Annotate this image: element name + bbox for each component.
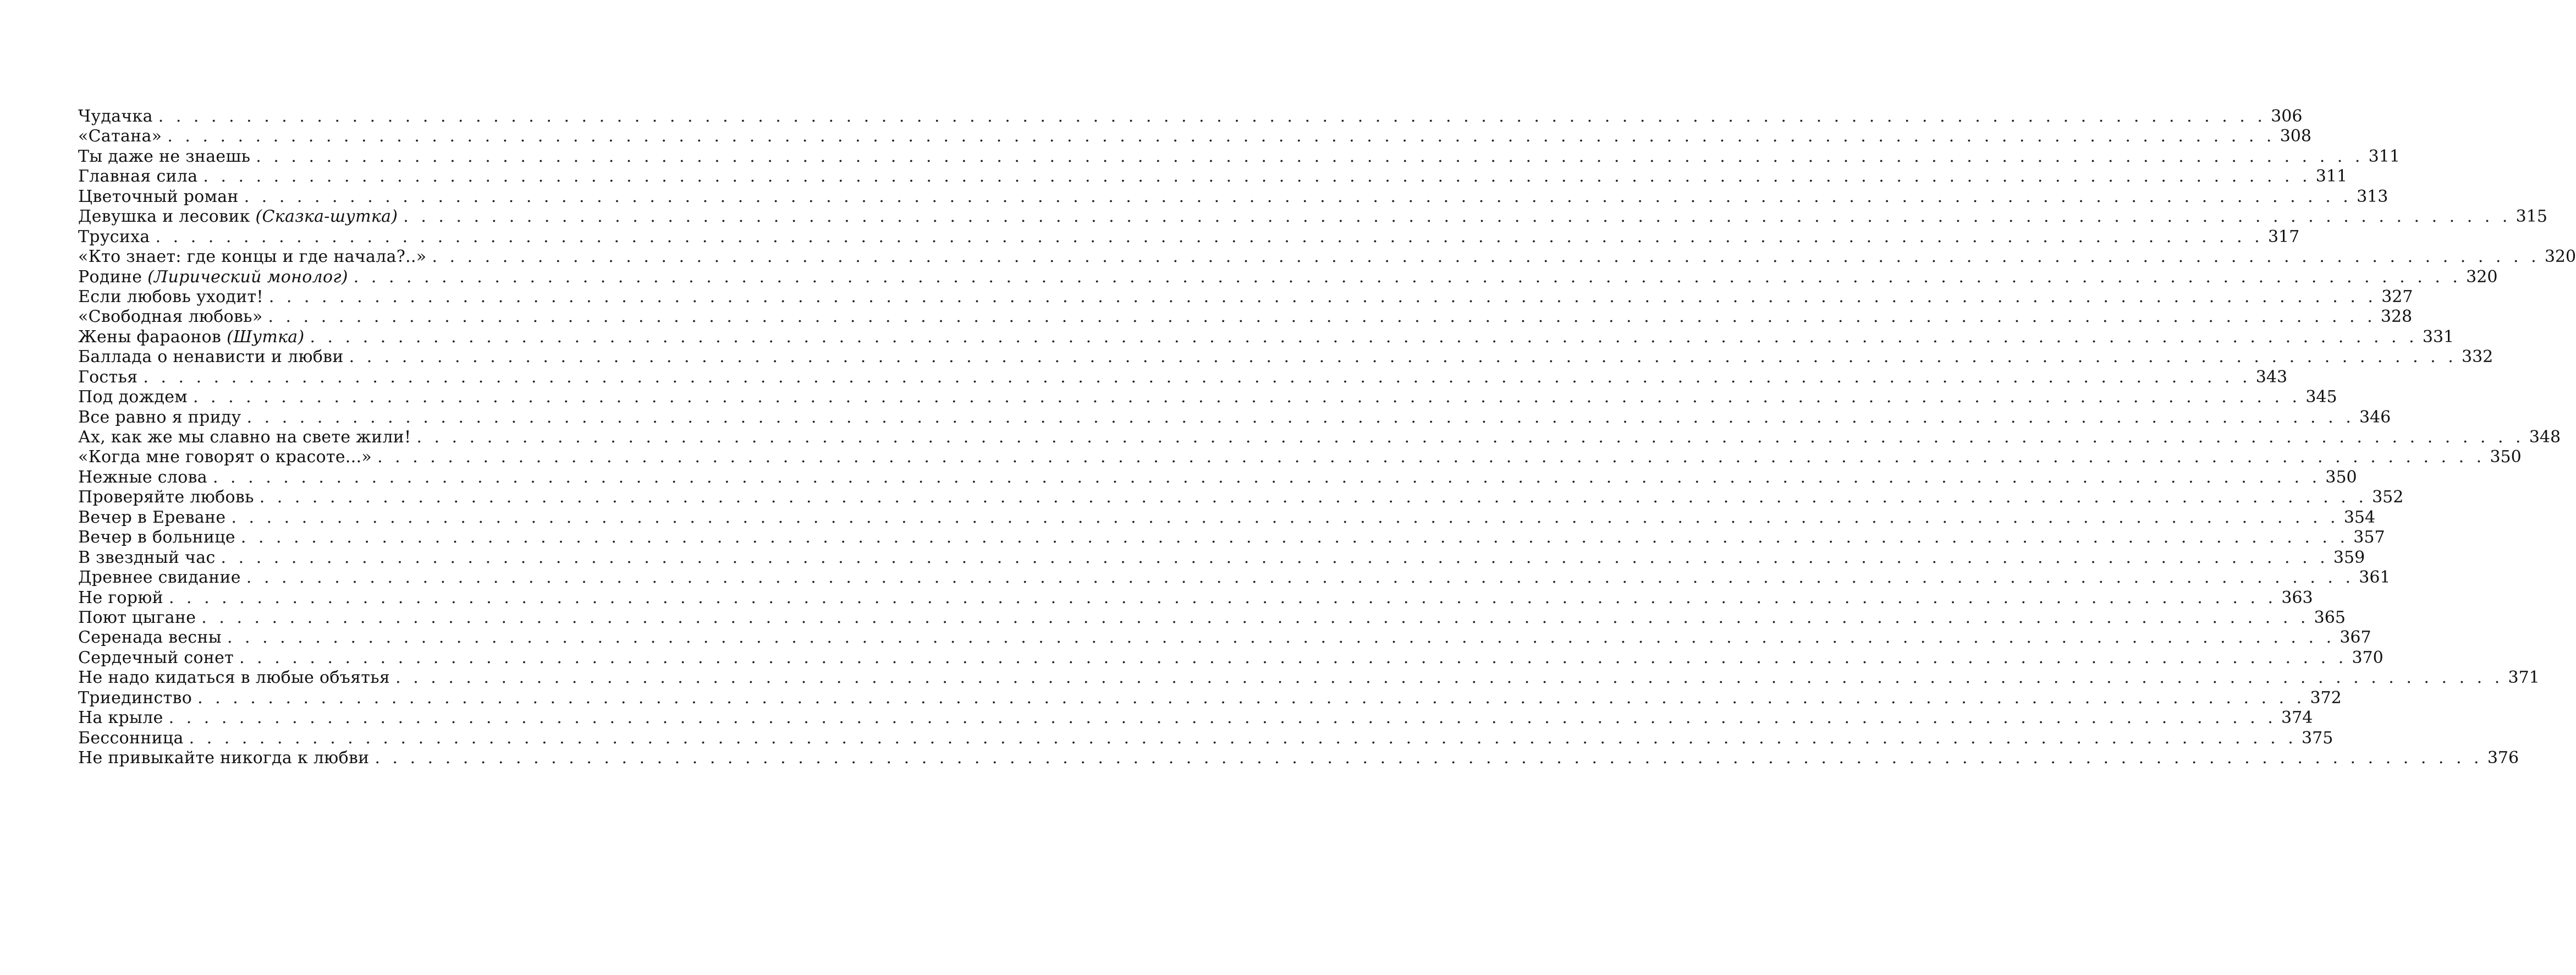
dot-leader: . . . . . . . . . . . . . . . . . . . . . . . . . . . . . . . . . . . . . . . . . . . . . . . . . . . . . . . . . . . . . . . . . . . . . . . . . . . . . . . . . . . . . . . . . . . . . . . . . . . . . . . . . . . . . . . . . . . . . . . .: [155, 227, 2264, 247]
toc-entry-title-text: Девушка и лесовик: [78, 207, 250, 227]
toc-entry-title-text: Вечер в больнице: [78, 528, 235, 547]
dot-leader: . . . . . . . . . . . . . . . . . . . . . . . . . . . . . . . . . . . . . . . . . . . . . . . . . . . . . . . . . . . . . . . . . . . . . . . . . . . . . . . . . . . . . . . . . . . . . . . . . . . . . . . . . . . . . . . . . . . . . . . .: [375, 748, 2483, 768]
toc-entry-title: [78, 748, 375, 768]
toc-entry-title-text: Главная сила: [78, 167, 198, 187]
toc-entry-title: [78, 447, 377, 467]
toc-entry-title-text: В звездный час: [78, 547, 216, 567]
toc-entry-title-text: «Сатана»: [78, 127, 162, 146]
toc-entry-title-text: Серенада весны: [78, 628, 222, 648]
toc-entry-title: [78, 368, 143, 387]
toc-entry-page-number: 372: [2310, 688, 2342, 708]
toc-entry-page-number: 354: [2343, 507, 2376, 527]
dot-leader: . . . . . . . . . . . . . . . . . . . . . . . . . . . . . . . . . . . . . . . . . . . . . . . . . . . . . . . . . . . . . . . . . . . . . . . . . . . . . . . . . . . . . . . . . . . . . . . . . . . . . . . . . . . . . . . . . . . . . . . .: [240, 528, 2349, 547]
toc-entry-title-text: Бессонница: [78, 728, 184, 748]
toc-entry-title-text: Гостья: [78, 367, 138, 387]
toc-entry: [78, 708, 2313, 728]
toc-entry: [78, 668, 2540, 688]
toc-entry-title-text: «Когда мне говорят о красоте...»: [78, 447, 372, 467]
toc-entry-title: [78, 327, 310, 347]
toc-entry-page-number: 311: [2315, 167, 2348, 187]
toc-entry-title-text: Если любовь уходит!: [78, 287, 263, 306]
toc-entry-title: [78, 127, 167, 146]
toc-entry-title-text: Ах, как же мы славно на свете жили!: [78, 428, 411, 447]
toc-entry-title: [78, 588, 169, 608]
toc-entry-page-number: 367: [2340, 628, 2371, 648]
toc-entry-title: [78, 468, 213, 488]
toc-entry: [78, 407, 2391, 428]
toc-entry-page-number: 350: [2490, 447, 2522, 467]
toc-entry: [78, 748, 2519, 768]
dot-leader: . . . . . . . . . . . . . . . . . . . . . . . . . . . . . . . . . . . . . . . . . . . . . . . . . . . . . . . . . . . . . . . . . . . . . . . . . . . . . . . . . . . . . . . . . . . . . . . . . . . . . . . . . . . . . . . . . . . . . . . .: [227, 628, 2335, 648]
dot-leader: . . . . . . . . . . . . . . . . . . . . . . . . . . . . . . . . . . . . . . . . . . . . . . . . . . . . . . . . . . . . . . . . . . . . . . . . . . . . . . . . . . . . . . . . . . . . . . . . . . . . . . . . . . . . . . . . . . . . . . . .: [212, 467, 2321, 487]
toc-entry-title-text: Нежные слова: [78, 467, 207, 487]
toc-entry-title: [78, 267, 354, 287]
toc-entry: [78, 267, 2498, 287]
toc-entry-page-number: 311: [2368, 146, 2400, 166]
toc-entry-title: [78, 207, 403, 227]
toc-entry-page-number: 320: [2544, 247, 2576, 267]
toc-entry: [78, 467, 2357, 488]
toc-entry: [78, 347, 2494, 367]
toc-entry-page-number: 350: [2325, 467, 2357, 487]
toc-entry-subtitle: (Сказка-шутка): [255, 207, 398, 227]
dot-leader: . . . . . . . . . . . . . . . . . . . . . . . . . . . . . . . . . . . . . . . . . . . . . . . . . . . . . . . . . . . . . . . . . . . . . . . . . . . . . . . . . . . . . . . . . . . . . . . . . . . . . . . . . . . . . . . . . . . . . . . .: [231, 507, 2340, 527]
toc-entry-page-number: 371: [2508, 668, 2540, 688]
toc-entry-title: [78, 708, 169, 728]
dot-leader: . . . . . . . . . . . . . . . . . . . . . . . . . . . . . . . . . . . . . . . . . . . . . . . . . . . . . . . . . . . . . . . . . . . . . . . . . . . . . . . . . . . . . . . . . . . . . . . . . . . . . . . . . . . . . . . . . . . . . . . .: [256, 146, 2364, 166]
toc-entry-subtitle: (Лирический монолог): [147, 267, 348, 287]
dot-leader: . . . . . . . . . . . . . . . . . . . . . . . . . . . . . . . . . . . . . . . . . . . . . . . . . . . . . . . . . . . . . . . . . . . . . . . . . . . . . . . . . . . . . . . . . . . . . . . . . . . . . . . . . . . . . . . . . . . . . . . .: [246, 568, 2354, 588]
toc-entry: [78, 607, 2346, 628]
toc-entry: [78, 247, 2576, 267]
toc-entry-title-text: Под дождем: [78, 387, 188, 407]
toc-entry-page-number: 332: [2462, 347, 2494, 367]
toc-entry: [78, 728, 2333, 748]
toc-entry-title-text: Триединство: [78, 688, 192, 708]
toc-entry-title: [78, 688, 197, 708]
toc-entry-title: [78, 528, 241, 547]
toc-entry: [78, 488, 2404, 507]
toc-entry-title-text: Не привыкайте никогда к любви: [78, 748, 370, 768]
dot-leader: . . . . . . . . . . . . . . . . . . . . . . . . . . . . . . . . . . . . . . . . . . . . . . . . . . . . . . . . . . . . . . . . . . . . . . . . . . . . . . . . . . . . . . . . . . . . . . . . . . . . . . . . . . . . . . . . . . . . . . . .: [395, 668, 2503, 688]
toc-entry-title: [78, 408, 247, 428]
toc-entry-page-number: 327: [2381, 287, 2413, 306]
toc-entry: [78, 287, 2413, 307]
dot-leader: . . . . . . . . . . . . . . . . . . . . . . . . . . . . . . . . . . . . . . . . . . . . . . . . . . . . . . . . . . . . . . . . . . . . . . . . . . . . . . . . . . . . . . . . . . . . . . . . . . . . . . . . . . . . . . . . . . . . . . . .: [310, 327, 2418, 347]
toc-entry-title-text: Поют цыгане: [78, 607, 196, 627]
toc-entry: [78, 688, 2342, 708]
toc-entry-title: [78, 568, 246, 588]
toc-entry-title: [78, 648, 239, 668]
toc-entry-subtitle: (Шутка): [227, 327, 305, 347]
toc-entry: [78, 367, 2288, 387]
dot-leader: . . . . . . . . . . . . . . . . . . . . . . . . . . . . . . . . . . . . . . . . . . . . . . . . . . . . . . . . . . . . . . . . . . . . . . . . . . . . . . . . . . . . . . . . . . . . . . . . . . . . . . . . . . . . . . . . . . . . . . . .: [201, 607, 2309, 627]
toc-entry-title-text: Чудачка: [78, 107, 153, 126]
toc-entry-page-number: 376: [2487, 748, 2519, 768]
toc-entry-page-number: 348: [2529, 428, 2561, 447]
toc-entry-title-text: «Свободная любовь»: [78, 307, 263, 327]
toc-entry: [78, 428, 2561, 447]
toc-entry: [78, 227, 2300, 247]
toc-entry: [78, 187, 2388, 207]
toc-entry: [78, 588, 2313, 608]
toc-entry-title: [78, 387, 193, 407]
toc-entry-title: [78, 307, 268, 327]
toc-entry-title: [78, 668, 395, 688]
toc-entry-title-text: Не надо кидаться в любые объятья: [78, 668, 390, 688]
dot-leader: . . . . . . . . . . . . . . . . . . . . . . . . . . . . . . . . . . . . . . . . . . . . . . . . . . . . . . . . . . . . . . . . . . . . . . . . . . . . . . . . . . . . . . . . . . . . . . . . . . . . . . . . . . . . . . . . . . . . . . . .: [192, 387, 2301, 407]
dot-leader: . . . . . . . . . . . . . . . . . . . . . . . . . . . . . . . . . . . . . . . . . . . . . . . . . . . . . . . . . . . . . . . . . . . . . . . . . . . . . . . . . . . . . . . . . . . . . . . . . . . . . . . . . . . . . . . . . . . . . . . .: [268, 287, 2377, 306]
toc-entry-page-number: 343: [2255, 367, 2288, 387]
toc-entry-title: [78, 628, 227, 648]
toc-entry-page-number: 346: [2359, 407, 2391, 427]
dot-leader: . . . . . . . . . . . . . . . . . . . . . . . . . . . . . . . . . . . . . . . . . . . . . . . . . . . . . . . . . . . . . . . . . . . . . . . . . . . . . . . . . . . . . . . . . . . . . . . . . . . . . . . . . . . . . . . . . . . . . . . .: [203, 167, 2311, 187]
toc-entry-title: [78, 247, 432, 267]
toc-entry-page-number: 308: [2280, 127, 2311, 146]
toc-entry-title-text: «Кто знает: где концы и где начала?..»: [78, 247, 427, 267]
toc-entry-page-number: 375: [2302, 728, 2333, 748]
toc-entry-page-number: 313: [2357, 187, 2388, 206]
dot-leader: . . . . . . . . . . . . . . . . . . . . . . . . . . . . . . . . . . . . . . . . . . . . . . . . . . . . . . . . . . . . . . . . . . . . . . . . . . . . . . . . . . . . . . . . . . . . . . . . . . . . . . . . . . . . . . . . . . . . . . . .: [158, 107, 2266, 126]
dot-leader: . . . . . . . . . . . . . . . . . . . . . . . . . . . . . . . . . . . . . . . . . . . . . . . . . . . . . . . . . . . . . . . . . . . . . . . . . . . . . . . . . . . . . . . . . . . . . . . . . . . . . . . . . . . . . . . . . . . . . . . .: [377, 447, 2485, 467]
toc-entry: [78, 327, 2454, 347]
toc-entry: [78, 628, 2371, 648]
toc-entry-page-number: 331: [2422, 327, 2454, 347]
toc-entry: [78, 307, 2413, 327]
toc-entry-title: [78, 227, 156, 247]
toc-entry: [78, 146, 2400, 167]
toc-entry-page-number: 361: [2359, 568, 2391, 588]
toc-entry-title-text: Трусиха: [78, 227, 150, 247]
dot-leader: . . . . . . . . . . . . . . . . . . . . . . . . . . . . . . . . . . . . . . . . . . . . . . . . . . . . . . . . . . . . . . . . . . . . . . . . . . . . . . . . . . . . . . . . . . . . . . . . . . . . . . . . . . . . . . . . . . . . . . . .: [189, 728, 2297, 748]
toc-entry-page-number: 320: [2466, 267, 2498, 287]
toc-entry-page-number: 363: [2281, 588, 2313, 607]
dot-leader: . . . . . . . . . . . . . . . . . . . . . . . . . . . . . . . . . . . . . . . . . . . . . . . . . . . . . . . . . . . . . . . . . . . . . . . . . . . . . . . . . . . . . . . . . . . . . . . . . . . . . . . . . . . . . . . . . . . . . . . .: [168, 588, 2277, 607]
dot-leader: . . . . . . . . . . . . . . . . . . . . . . . . . . . . . . . . . . . . . . . . . . . . . . . . . . . . . . . . . . . . . . . . . . . . . . . . . . . . . . . . . . . . . . . . . . . . . . . . . . . . . . . . . . . . . . . . . . . . . . . .: [416, 428, 2525, 447]
toc-entry: [78, 528, 2385, 547]
toc-entry-title-text: Сердечный сонет: [78, 648, 234, 667]
toc-entry-title: [78, 548, 221, 568]
toc-entry-page-number: 317: [2267, 227, 2300, 247]
dot-leader: . . . . . . . . . . . . . . . . . . . . . . . . . . . . . . . . . . . . . . . . . . . . . . . . . . . . . . . . . . . . . . . . . . . . . . . . . . . . . . . . . . . . . . . . . . . . . . . . . . . . . . . . . . . . . . . . . . . . . . . .: [432, 247, 2540, 267]
toc-entry-title: [78, 287, 269, 307]
toc-entry-title-text: Жены фараонов: [78, 327, 222, 347]
toc-entry-title: [78, 187, 244, 207]
toc-entry-page-number: 306: [2271, 107, 2303, 126]
toc-entry-title: [78, 508, 231, 528]
toc-entry-title: [78, 107, 158, 127]
toc-entry-title-text: На крыле: [78, 708, 163, 728]
dot-leader: . . . . . . . . . . . . . . . . . . . . . . . . . . . . . . . . . . . . . . . . . . . . . . . . . . . . . . . . . . . . . . . . . . . . . . . . . . . . . . . . . . . . . . . . . . . . . . . . . . . . . . . . . . . . . . . . . . . . . . . .: [246, 407, 2355, 427]
toc-entry: [78, 127, 2311, 146]
dot-leader: . . . . . . . . . . . . . . . . . . . . . . . . . . . . . . . . . . . . . . . . . . . . . . . . . . . . . . . . . . . . . . . . . . . . . . . . . . . . . . . . . . . . . . . . . . . . . . . . . . . . . . . . . . . . . . . . . . . . . . . .: [353, 267, 2462, 287]
toc-entry: [78, 207, 2547, 227]
toc-entry-title-text: Родине: [78, 267, 142, 287]
toc-entry-title-text: Не горюй: [78, 588, 163, 607]
dot-leader: . . . . . . . . . . . . . . . . . . . . . . . . . . . . . . . . . . . . . . . . . . . . . . . . . . . . . . . . . . . . . . . . . . . . . . . . . . . . . . . . . . . . . . . . . . . . . . . . . . . . . . . . . . . . . . . . . . . . . . . .: [349, 347, 2457, 367]
toc-entry-page-number: 370: [2352, 648, 2384, 667]
dot-leader: . . . . . . . . . . . . . . . . . . . . . . . . . . . . . . . . . . . . . . . . . . . . . . . . . . . . . . . . . . . . . . . . . . . . . . . . . . . . . . . . . . . . . . . . . . . . . . . . . . . . . . . . . . . . . . . . . . . . . . . .: [268, 307, 2376, 327]
toc-entry: [78, 568, 2391, 588]
toc-entry-page-number: 345: [2305, 387, 2337, 407]
dot-leader: . . . . . . . . . . . . . . . . . . . . . . . . . . . . . . . . . . . . . . . . . . . . . . . . . . . . . . . . . . . . . . . . . . . . . . . . . . . . . . . . . . . . . . . . . . . . . . . . . . . . . . . . . . . . . . . . . . . . . . . .: [244, 187, 2352, 206]
toc-entry-title: [78, 167, 203, 187]
toc-entry: [78, 107, 2303, 127]
toc-entry-title-text: Вечер в Ереване: [78, 507, 226, 527]
toc-entry: [78, 167, 2348, 187]
dot-leader: . . . . . . . . . . . . . . . . . . . . . . . . . . . . . . . . . . . . . . . . . . . . . . . . . . . . . . . . . . . . . . . . . . . . . . . . . . . . . . . . . . . . . . . . . . . . . . . . . . . . . . . . . . . . . . . . . . . . . . . .: [403, 207, 2511, 227]
dot-leader: . . . . . . . . . . . . . . . . . . . . . . . . . . . . . . . . . . . . . . . . . . . . . . . . . . . . . . . . . . . . . . . . . . . . . . . . . . . . . . . . . . . . . . . . . . . . . . . . . . . . . . . . . . . . . . . . . . . . . . . .: [239, 648, 2347, 667]
toc-entry-page-number: 315: [2516, 207, 2547, 227]
table-of-contents: [78, 107, 2576, 768]
toc-entry-title: [78, 488, 260, 507]
toc-entry-title-text: Все равно я приду: [78, 407, 241, 427]
toc-entry-page-number: 328: [2380, 307, 2413, 327]
toc-entry-title-text: Ты даже не знаешь: [78, 146, 251, 166]
toc-entry-page-number: 352: [2372, 488, 2404, 507]
toc-entry: [78, 387, 2337, 407]
toc-entry-title: [78, 347, 349, 367]
toc-entry-page-number: 359: [2333, 547, 2365, 567]
dot-leader: . . . . . . . . . . . . . . . . . . . . . . . . . . . . . . . . . . . . . . . . . . . . . . . . . . . . . . . . . . . . . . . . . . . . . . . . . . . . . . . . . . . . . . . . . . . . . . . . . . . . . . . . . . . . . . . . . . . . . . . .: [221, 547, 2329, 567]
toc-entry-title-text: Баллада о ненависти и любви: [78, 347, 344, 367]
toc-entry-page-number: 374: [2281, 708, 2313, 728]
toc-entry-title-text: Проверяйте любовь: [78, 488, 254, 507]
dot-leader: . . . . . . . . . . . . . . . . . . . . . . . . . . . . . . . . . . . . . . . . . . . . . . . . . . . . . . . . . . . . . . . . . . . . . . . . . . . . . . . . . . . . . . . . . . . . . . . . . . . . . . . . . . . . . . . . . . . . . . . .: [197, 688, 2305, 708]
toc-entry: [78, 547, 2365, 568]
toc-entry-title: [78, 728, 189, 748]
toc-entry-page-number: 365: [2314, 607, 2346, 627]
toc-entry-page-number: 357: [2353, 528, 2385, 547]
toc-entry: [78, 648, 2384, 668]
toc-entry-title-text: Цветочный роман: [78, 187, 239, 206]
dot-leader: . . . . . . . . . . . . . . . . . . . . . . . . . . . . . . . . . . . . . . . . . . . . . . . . . . . . . . . . . . . . . . . . . . . . . . . . . . . . . . . . . . . . . . . . . . . . . . . . . . . . . . . . . . . . . . . . . . . . . . . .: [259, 488, 2368, 507]
toc-entry: [78, 507, 2376, 528]
toc-entry-title: [78, 428, 416, 447]
toc-entry-title-text: Древнее свидание: [78, 568, 241, 588]
dot-leader: . . . . . . . . . . . . . . . . . . . . . . . . . . . . . . . . . . . . . . . . . . . . . . . . . . . . . . . . . . . . . . . . . . . . . . . . . . . . . . . . . . . . . . . . . . . . . . . . . . . . . . . . . . . . . . . . . . . . . . . .: [167, 127, 2275, 146]
toc-entry-title: [78, 147, 256, 167]
dot-leader: . . . . . . . . . . . . . . . . . . . . . . . . . . . . . . . . . . . . . . . . . . . . . . . . . . . . . . . . . . . . . . . . . . . . . . . . . . . . . . . . . . . . . . . . . . . . . . . . . . . . . . . . . . . . . . . . . . . . . . . .: [143, 367, 2252, 387]
toc-entry: [78, 447, 2522, 467]
toc-entry-title: [78, 608, 201, 628]
dot-leader: . . . . . . . . . . . . . . . . . . . . . . . . . . . . . . . . . . . . . . . . . . . . . . . . . . . . . . . . . . . . . . . . . . . . . . . . . . . . . . . . . . . . . . . . . . . . . . . . . . . . . . . . . . . . . . . . . . . . . . . .: [168, 708, 2277, 728]
